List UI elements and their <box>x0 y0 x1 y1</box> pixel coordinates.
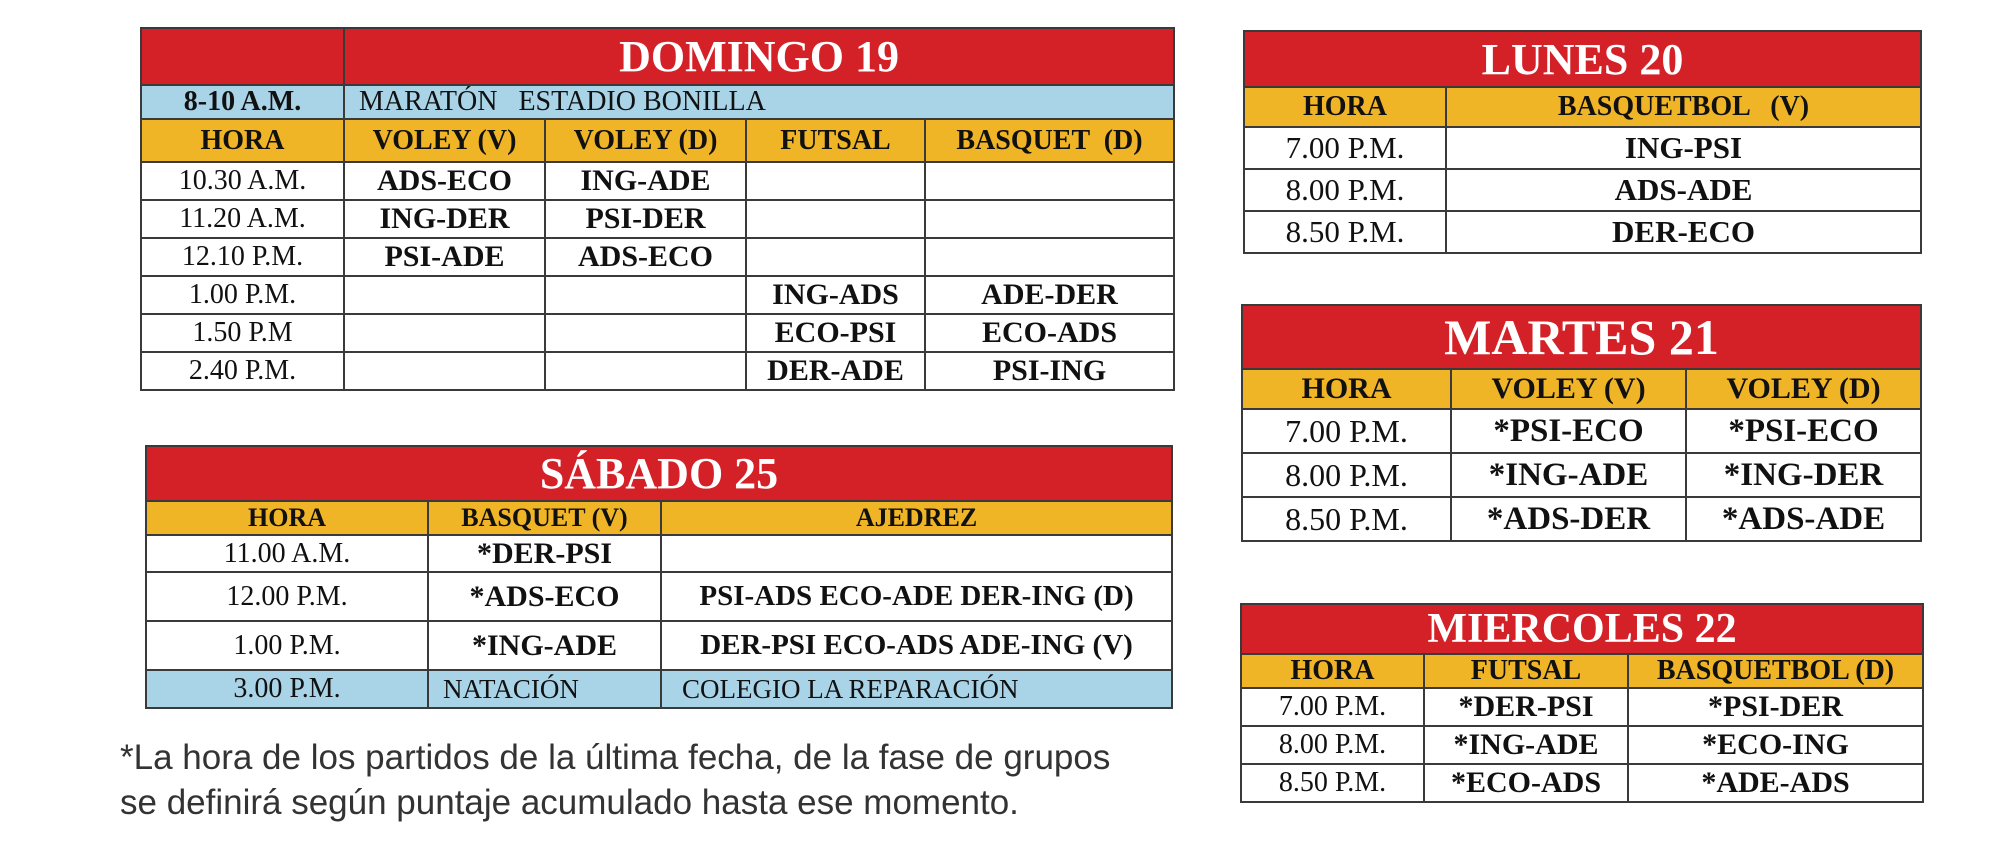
cell-match <box>925 200 1174 238</box>
cell-match: DER-ADE <box>746 352 925 390</box>
table-row <box>141 162 1174 200</box>
table-row <box>1241 688 1923 726</box>
info-event: MARATÓN ESTADIO BONILLA <box>344 85 1174 119</box>
cell-time: 8.50 P.M. <box>1242 497 1451 541</box>
col-header: FUTSAL <box>1424 654 1628 688</box>
cell-match: ADE-DER <box>925 276 1174 314</box>
cell-time: 1.00 P.M. <box>141 276 344 314</box>
table-row <box>141 276 1174 314</box>
table-row <box>1242 497 1921 541</box>
cell-match: *PSI-DER <box>1628 688 1923 726</box>
table-title: MIERCOLES 22 <box>1241 604 1923 654</box>
col-header: VOLEY (V) <box>1451 369 1686 409</box>
col-header: VOLEY (D) <box>545 119 746 162</box>
cell-match: PSI-ADS ECO-ADE DER-ING (D) <box>661 572 1172 621</box>
cell-time: 8.00 P.M. <box>1244 169 1446 211</box>
info-place: COLEGIO LA REPARACIÓN <box>661 670 1172 708</box>
cell-match <box>545 276 746 314</box>
cell-time: 7.00 P.M. <box>1242 409 1451 453</box>
table-title: LUNES 20 <box>1244 31 1921 87</box>
cell-match: ECO-PSI <box>746 314 925 352</box>
cell-match: ING-ADE <box>545 162 746 200</box>
cell-match: *ECO-ING <box>1628 726 1923 764</box>
table-row <box>141 352 1174 390</box>
col-header: VOLEY (V) <box>344 119 545 162</box>
table-domingo <box>140 27 1175 391</box>
cell-match <box>746 162 925 200</box>
cell-match: ECO-ADS <box>925 314 1174 352</box>
cell-match <box>344 314 545 352</box>
cell-match <box>925 162 1174 200</box>
col-header: HORA <box>1241 654 1424 688</box>
cell-time: 10.30 A.M. <box>141 162 344 200</box>
cell-time: 11.20 A.M. <box>141 200 344 238</box>
cell-match: *ADS-ADE <box>1686 497 1921 541</box>
cell-time: 1.50 P.M <box>141 314 344 352</box>
cell-time: 11.00 A.M. <box>146 535 428 572</box>
table-miercoles <box>1240 603 1924 803</box>
cell-match: *ING-ADE <box>428 621 661 670</box>
cell-match: PSI-ADE <box>344 238 545 276</box>
cell-match: *ADE-ADS <box>1628 764 1923 802</box>
cell-match: DER-ECO <box>1446 211 1921 253</box>
table-row <box>146 535 1172 572</box>
table-row <box>146 621 1172 670</box>
cell-match: ING-ADS <box>746 276 925 314</box>
col-header: BASQUET (V) <box>428 501 661 535</box>
table-title: MARTES 21 <box>1242 305 1921 369</box>
cell-match <box>545 352 746 390</box>
cell-match: ADS-ADE <box>1446 169 1921 211</box>
cell-time: 1.00 P.M. <box>146 621 428 670</box>
cell-match: ING-DER <box>344 200 545 238</box>
cell-match: *PSI-ECO <box>1686 409 1921 453</box>
cell-match: PSI-ING <box>925 352 1174 390</box>
table-sabado <box>145 445 1173 709</box>
cell-match <box>344 276 545 314</box>
cell-match <box>344 352 545 390</box>
cell-match: *DER-PSI <box>1424 688 1628 726</box>
cell-match <box>925 238 1174 276</box>
col-header: HORA <box>1242 369 1451 409</box>
table-row <box>1242 453 1921 497</box>
cell-match: DER-PSI ECO-ADS ADE-ING (V) <box>661 621 1172 670</box>
cell-match: *DER-PSI <box>428 535 661 572</box>
cell-match: *ING-ADE <box>1424 726 1628 764</box>
footnote <box>120 735 1240 825</box>
table-row <box>146 572 1172 621</box>
table-row <box>1244 127 1921 169</box>
col-header: BASQUETBOL (D) <box>1628 654 1923 688</box>
cell-match: PSI-DER <box>545 200 746 238</box>
footnote-line-1: *La hora de los partidos de la última fecha, de la fase de grupos <box>120 738 1111 777</box>
col-header: VOLEY (D) <box>1686 369 1921 409</box>
table-row <box>1241 726 1923 764</box>
table-row <box>1244 169 1921 211</box>
cell-time: 12.00 P.M. <box>146 572 428 621</box>
cell-match: ADS-ECO <box>344 162 545 200</box>
cell-time: 7.00 P.M. <box>1244 127 1446 169</box>
cell-time: 8.00 P.M. <box>1241 726 1424 764</box>
cell-time: 8.50 P.M. <box>1241 764 1424 802</box>
table-title: DOMINGO 19 <box>344 28 1174 85</box>
cell-match: *ECO-ADS <box>1424 764 1628 802</box>
cell-match: *ADS-DER <box>1451 497 1686 541</box>
info-event: NATACIÓN <box>428 670 661 708</box>
table-row <box>141 238 1174 276</box>
cell-match <box>746 200 925 238</box>
table-martes <box>1241 304 1922 542</box>
footnote-line-2: se definirá según puntaje acumulado hasta ese momento. <box>120 783 1019 822</box>
cell-match: ING-PSI <box>1446 127 1921 169</box>
cell-time: 8.00 P.M. <box>1242 453 1451 497</box>
info-time: 3.00 P.M. <box>146 670 428 708</box>
table-row <box>141 314 1174 352</box>
cell-match: *PSI-ECO <box>1451 409 1686 453</box>
cell-match: *ING-DER <box>1686 453 1921 497</box>
cell-time: 2.40 P.M. <box>141 352 344 390</box>
col-header: HORA <box>1244 87 1446 127</box>
cell-match: *ADS-ECO <box>428 572 661 621</box>
col-header: AJEDREZ <box>661 501 1172 535</box>
cell-match <box>545 314 746 352</box>
cell-time: 8.50 P.M. <box>1244 211 1446 253</box>
title-blank-cell <box>141 28 344 85</box>
col-header: BASQUET (D) <box>925 119 1174 162</box>
cell-match <box>661 535 1172 572</box>
cell-match: *ING-ADE <box>1451 453 1686 497</box>
col-header: HORA <box>146 501 428 535</box>
cell-time: 12.10 P.M. <box>141 238 344 276</box>
info-time: 8-10 A.M. <box>141 85 344 119</box>
table-row <box>1242 409 1921 453</box>
table-row <box>1241 764 1923 802</box>
col-header: FUTSAL <box>746 119 925 162</box>
table-row <box>141 200 1174 238</box>
table-lunes <box>1243 30 1922 254</box>
cell-match: ADS-ECO <box>545 238 746 276</box>
table-row <box>1244 211 1921 253</box>
cell-time: 7.00 P.M. <box>1241 688 1424 726</box>
col-header: HORA <box>141 119 344 162</box>
cell-match <box>746 238 925 276</box>
table-title: SÁBADO 25 <box>146 446 1172 501</box>
col-header: BASQUETBOL (V) <box>1446 87 1921 127</box>
